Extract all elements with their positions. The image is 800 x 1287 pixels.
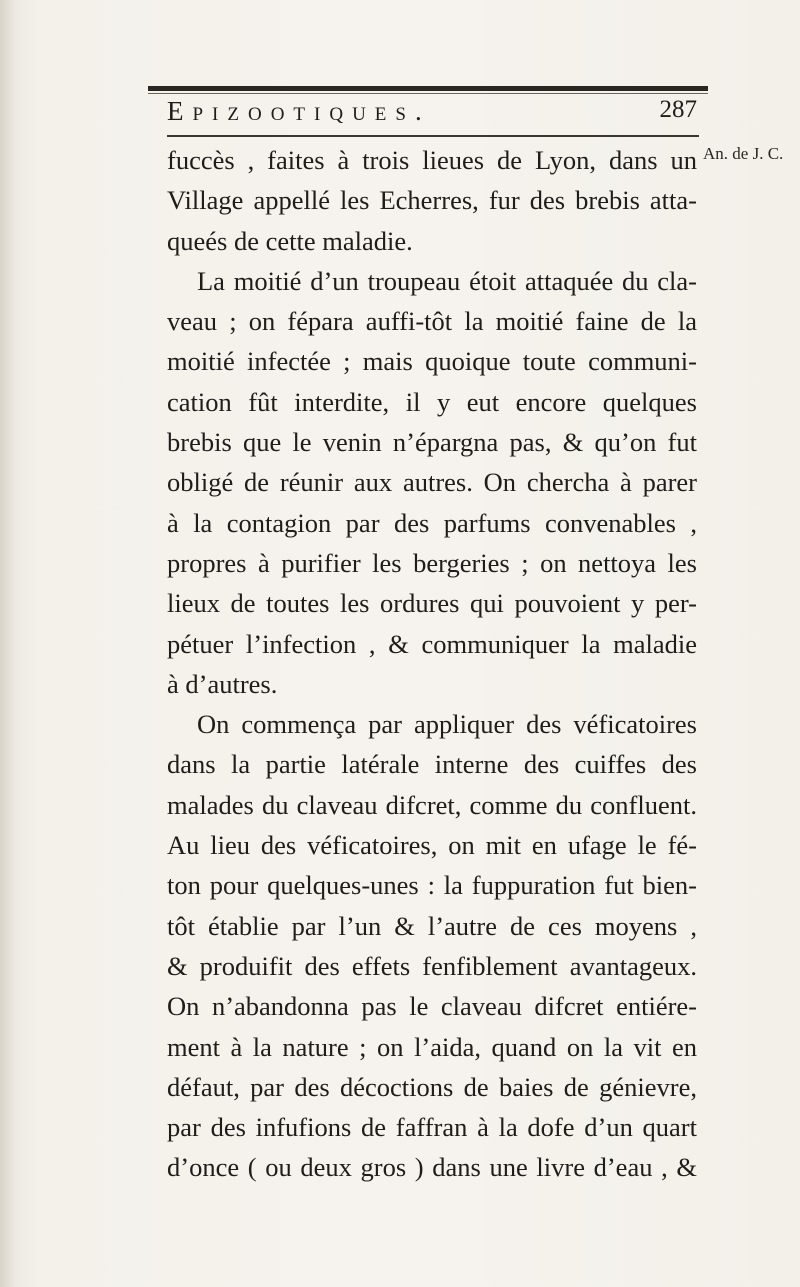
running-head-title: Epizootiques. (167, 96, 431, 126)
page-number: 287 (659, 96, 697, 123)
body-text (167, 140, 697, 1188)
page-edge (0, 0, 14, 1287)
text-line: ton pour quelques-unes : la fuppuration fut bien- (167, 870, 697, 901)
top-border-rule (148, 86, 708, 91)
text-line: On n’abandonna pas le claveau difcret entiére- (167, 991, 697, 1022)
text-line: à la contagion par des parfums convenables , (167, 507, 697, 538)
text-line: cation fût interdite, il y eut encore quelques (167, 386, 697, 417)
text-line: propres à purifier les bergeries ; on nettoya les (167, 547, 697, 578)
text-line: On commença par appliquer des véficatoires (197, 709, 697, 740)
text-line: défaut, par des décoctions de baies de génievre, (167, 1071, 697, 1102)
text-line: Village appellé les Echerres, fur des brebis atta- (167, 185, 697, 216)
text-line: dans la partie latérale interne des cuiffes des (167, 749, 697, 780)
text-line: pétuer l’infection , & communiquer la maladie (167, 628, 697, 659)
text-line: lieux de toutes les ordures qui pouvoient y per- (167, 588, 697, 619)
running-head (167, 96, 707, 136)
margin-note: An. de J. C. (703, 144, 784, 163)
text-line: brebis que le venin n’épargna pas, & qu’on fut (167, 427, 697, 458)
text-line: & produifit des effets fenfiblement avantageux. (167, 950, 697, 981)
text-line: fuccès , faites à trois lieues de Lyon, dans un (167, 145, 697, 175)
text-line: obligé de réunir aux autres. On chercha à parer (167, 467, 697, 498)
text-line: moitié infectée ; mais quoique toute communi- (167, 346, 697, 377)
header-rule (167, 135, 699, 137)
text-line: Au lieu des véficatoires, on mit en ufage le fé- (167, 830, 697, 861)
text-line: par des infufions de faffran à la dofe d’un quart (167, 1112, 697, 1143)
top-border-thin-rule (148, 93, 708, 94)
text-line: d’once ( ou deux gros ) dans une livre d’eau , & (167, 1152, 697, 1183)
text-line: ment à la nature ; on l’aida, quand on la vit en (167, 1031, 697, 1062)
text-line: veau ; on fépara auffi-tôt la moitié faine de la (167, 306, 697, 337)
text-line: queés de cette maladie. (167, 225, 413, 256)
text-line: tôt établie par l’un & l’autre de ces moyens , (167, 910, 697, 941)
text-line: malades du claveau difcret, comme du confluent. (167, 789, 697, 820)
text-line: La moitié d’un troupeau étoit attaquée du cla- (197, 265, 697, 296)
text-line: à d’autres. (167, 668, 278, 699)
